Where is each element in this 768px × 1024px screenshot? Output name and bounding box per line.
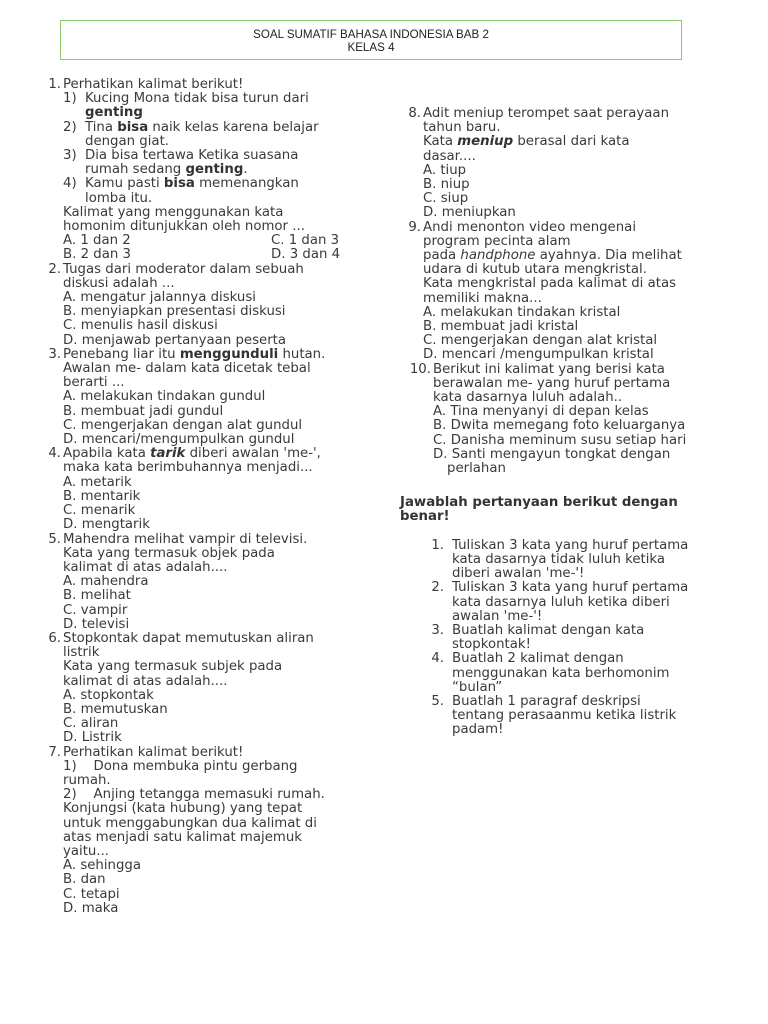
option-a: A. metarik <box>63 474 132 490</box>
question-text: Mahendra melihat vampir di televisi. <box>63 531 308 547</box>
option-b: B. mentarik <box>63 488 141 504</box>
question-number: 7. <box>48 744 61 760</box>
item-text: menggunakan kata berhomonim <box>452 665 670 681</box>
item-text: “bulan” <box>452 679 503 695</box>
essay-item-1 <box>430 539 732 582</box>
question-number: 6. <box>48 630 61 646</box>
option-b: B. membuat jadi kristal <box>423 319 579 335</box>
question-text: maka kata berimbuhannya menjadi... <box>63 460 313 476</box>
question-text: memiliki makna... <box>423 290 542 306</box>
section-title-line: Jawablah pertanyaan berikut dengan <box>400 495 678 511</box>
option-d-continuation: perlahan <box>447 461 506 477</box>
question-text: berarti ... <box>63 375 125 391</box>
question-text: Kata <box>423 134 458 150</box>
question-text: homonim ditunjukkan oleh nomor ... <box>63 219 305 235</box>
statement-2 <box>63 121 370 149</box>
question-text: Stopkontak dapat memutuskan aliran <box>63 630 314 646</box>
item-number: 2. <box>431 580 444 596</box>
question-text: 2) Anjing tetangga memasuki rumah. <box>63 787 325 803</box>
item-number: 4. <box>431 651 444 667</box>
item-text: Tuliskan 3 kata yang huruf pertama <box>452 537 689 553</box>
item-text: Buatlah 2 kalimat dengan <box>452 651 624 667</box>
option-b: B. dan <box>63 872 106 888</box>
essay-item-4 <box>430 652 732 695</box>
option-c: C. 1 dan 3 <box>271 233 340 249</box>
question-text: kalimat di atas adalah.... <box>63 559 228 575</box>
question-number: 4. <box>48 446 61 462</box>
statement-3 <box>63 149 370 177</box>
statement-text: naik kelas karena belajar <box>148 119 319 135</box>
option-c: C. tetapi <box>63 886 120 902</box>
question-text: Perhatikan kalimat berikut! <box>63 744 244 760</box>
bold-word: bisa <box>163 176 195 192</box>
option-a: A. mahendra <box>63 574 149 590</box>
option-a: A. 1 dan 2 <box>63 233 131 249</box>
statement-text: . <box>243 162 248 178</box>
question-text: Andi menonton video mengenai <box>423 219 637 235</box>
document-header <box>60 20 682 60</box>
item-text: kata dasarnya tidak luluh ketika <box>452 551 666 567</box>
question-text: untuk menggabungkan dua kalimat di <box>63 815 317 831</box>
item-number: 1. <box>431 537 444 553</box>
bold-word: genting <box>85 105 143 121</box>
statement-text: Dia bisa tertawa Ketika suasana <box>85 148 299 164</box>
question-10 <box>400 363 732 477</box>
question-text: kata dasarnya luluh adalah.. <box>433 390 623 406</box>
statement-text: Kucing Mona tidak bisa turun dari <box>85 91 309 107</box>
question-text: diberi awalan 'me-', <box>185 446 321 462</box>
essay-item-3 <box>430 624 732 652</box>
option-a: A. mengatur jalannya diskusi <box>63 290 256 306</box>
question-4 <box>40 447 370 532</box>
question-text: berawalan me- yang huruf pertama <box>433 375 671 391</box>
question-7 <box>40 746 370 916</box>
option-d: D. mencari /mengumpulkan kristal <box>423 347 654 363</box>
option-b: B. 2 dan 3 <box>63 247 131 263</box>
class-label: KELAS 4 <box>347 41 395 54</box>
option-d: D. Santi mengayun tongkat dengan <box>433 446 671 462</box>
question-3 <box>40 348 370 447</box>
option-d: D. maka <box>63 900 119 916</box>
question-text: Kata mengkristal pada kalimat di atas <box>423 276 677 292</box>
option-d: D. 3 dan 4 <box>271 247 341 263</box>
question-text: Apabila kata <box>63 446 151 462</box>
question-stem: Perhatikan kalimat berikut! <box>63 77 244 92</box>
item-text: padam! <box>452 722 504 738</box>
statement-number: 2) <box>63 119 77 135</box>
statement-1 <box>63 92 370 120</box>
option-c: C. mengerjakan dengan alat kristal <box>423 333 658 349</box>
statement-text: Tina <box>85 119 118 135</box>
question-number: 10. <box>409 361 431 377</box>
question-text: listrik <box>63 645 100 661</box>
question-number: 8. <box>408 106 421 121</box>
question-text: hutan. <box>278 346 326 362</box>
essay-section-title <box>400 496 732 524</box>
question-text: Kata yang termasuk subjek pada <box>63 659 283 675</box>
item-text: Buatlah kalimat dengan kata <box>452 622 645 638</box>
question-text: rumah. <box>63 772 111 788</box>
question-text: yaitu... <box>63 843 110 859</box>
question-text: Tugas dari moderator dalam sebuah <box>63 261 304 277</box>
bold-word: bisa <box>117 119 149 135</box>
bold-word: menggunduli <box>179 346 279 362</box>
question-8 <box>400 107 732 221</box>
option-d: D. televisi <box>63 616 130 632</box>
option-d: D. mengtarik <box>63 517 150 533</box>
item-number: 5. <box>431 693 444 709</box>
question-text: Konjungsi (kata hubung) yang tepat <box>63 801 303 817</box>
item-text: tentang perasaanmu ketika listrik <box>452 708 677 724</box>
option-b: B. Dwita memegang foto keluarganya <box>433 418 686 434</box>
item-text: Buatlah 1 paragraf deskripsi <box>452 693 641 709</box>
question-number: 5. <box>48 531 61 547</box>
question-1 <box>40 78 370 263</box>
option-c: C. menulis hasil diskusi <box>63 318 218 334</box>
option-d: D. menjawab pertanyaan peserta <box>63 332 287 348</box>
statement-text: dengan giat. <box>85 133 170 149</box>
option-b: B. niup <box>423 177 470 193</box>
statement-text: lomba itu. <box>85 190 153 206</box>
option-b: B. membuat jadi gundul <box>63 403 224 419</box>
option-a: A. melakukan tindakan gundul <box>63 389 266 405</box>
bold-italic-word: tarik <box>150 446 186 462</box>
option-a: A. sehingga <box>63 858 142 874</box>
left-column <box>40 78 370 916</box>
statement-text: rumah sedang <box>85 162 186 178</box>
bold-italic-word: meniup <box>457 134 514 150</box>
question-text: Kalimat yang menggunakan kata <box>63 204 284 220</box>
question-text: diskusi adalah ... <box>63 275 175 291</box>
option-b: B. memutuskan <box>63 701 168 717</box>
question-text: berasal dari kata <box>513 134 630 150</box>
item-number: 3. <box>431 622 444 638</box>
essay-item-5 <box>430 695 732 738</box>
question-text: udara di kutub utara mengkristal. <box>423 262 647 278</box>
option-a: A. stopkontak <box>63 687 154 703</box>
option-d: D. meniupkan <box>423 205 516 221</box>
question-text: tahun baru. <box>423 120 501 136</box>
question-text: atas menjadi satu kalimat majemuk <box>63 829 302 845</box>
answer-options <box>63 234 370 262</box>
question-2 <box>40 263 370 348</box>
italic-word: handphone <box>460 248 536 264</box>
bold-word: genting <box>185 162 244 178</box>
question-text: Awalan me- dalam kata dicetak tebal <box>63 361 311 377</box>
option-d: D. Listrik <box>63 730 122 746</box>
item-text: kata dasarnya luluh ketika diberi <box>452 594 670 610</box>
item-text: awalan 'me-'! <box>452 608 543 624</box>
question-number: 3. <box>48 346 61 362</box>
question-text: Adit meniup terompet saat perayaan <box>423 106 669 121</box>
question-text: program pecinta alam <box>423 233 571 249</box>
option-c: C. menarik <box>63 503 136 519</box>
statement-4 <box>63 177 370 205</box>
question-text: Berikut ini kalimat yang berisi kata <box>433 361 665 377</box>
question-5 <box>40 533 370 632</box>
statement-number: 1) <box>63 91 77 107</box>
question-text: Penebang liar itu <box>63 346 180 362</box>
question-number: 9. <box>408 219 421 235</box>
statement-number: 4) <box>63 176 77 192</box>
option-a: A. melakukan tindakan kristal <box>423 304 621 320</box>
item-text: stopkontak! <box>452 637 531 653</box>
essay-item-2 <box>430 581 732 624</box>
question-text: ayahnya. Dia melihat <box>535 248 682 264</box>
option-a: A. tiup <box>423 162 467 178</box>
item-text: Tuliskan 3 kata yang huruf pertama <box>452 580 689 596</box>
option-b: B. melihat <box>63 588 131 604</box>
question-6 <box>40 632 370 746</box>
question-9 <box>400 221 732 363</box>
option-c: C. vampir <box>63 602 128 618</box>
option-b: B. menyiapkan presentasi diskusi <box>63 304 286 320</box>
option-c: C. mengerjakan dengan alat gundul <box>63 417 303 433</box>
question-text: Kata yang termasuk objek pada <box>63 545 275 561</box>
question-number: 2. <box>48 261 61 277</box>
statement-text: memenangkan <box>194 176 299 192</box>
question-text: kalimat di atas adalah.... <box>63 673 228 689</box>
essay-questions <box>400 539 732 738</box>
question-number: 1. <box>48 77 61 92</box>
question-text: 1) Dona membuka pintu gerbang <box>63 758 298 774</box>
statement-number: 3) <box>63 148 77 164</box>
option-c: C. aliran <box>63 716 119 732</box>
question-text: dasar.... <box>423 148 476 164</box>
option-d: D. mencari/mengumpulkan gundul <box>63 432 295 448</box>
option-c: C. Danisha meminum susu setiap hari <box>433 432 687 448</box>
document-title: SOAL SUMATIF BAHASA INDONESIA BAB 2 <box>253 28 489 41</box>
option-c: C. siup <box>423 191 469 207</box>
section-title-line: benar! <box>400 509 450 525</box>
statement-text: Kamu pasti <box>85 176 164 192</box>
question-text: pada <box>423 248 461 264</box>
item-text: diberi awalan 'me-'! <box>452 566 585 582</box>
option-a: A. Tina menyanyi di depan kelas <box>433 404 649 420</box>
right-column <box>400 107 732 738</box>
